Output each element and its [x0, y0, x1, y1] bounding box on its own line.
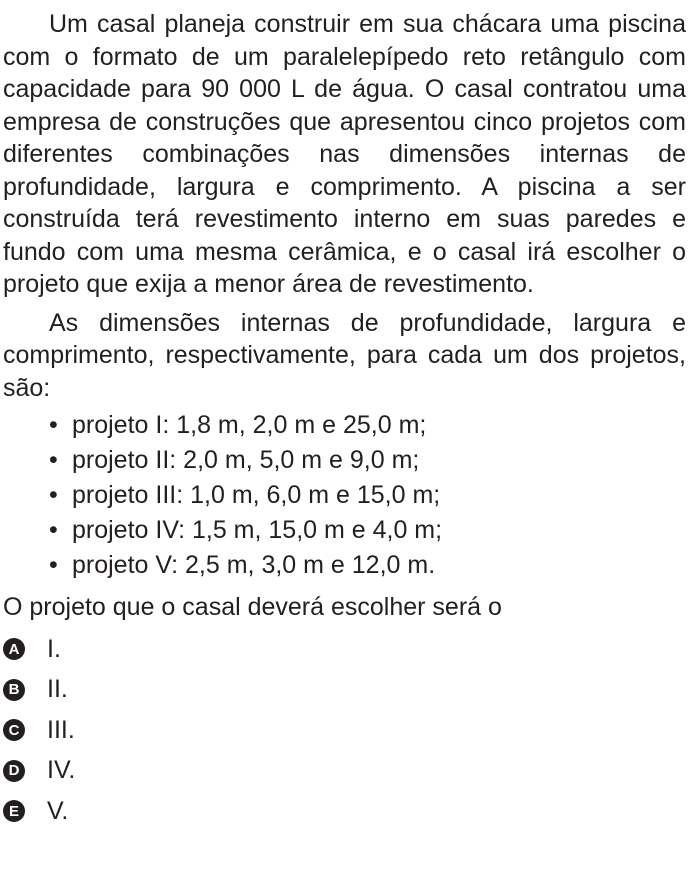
project-text: projeto V: 2,5 m, 3,0 m e 12,0 m. — [72, 551, 436, 579]
option-b[interactable] — [3, 670, 686, 711]
project-item-1 — [49, 408, 686, 443]
option-letter-icon: C — [3, 719, 25, 741]
option-text: V. — [47, 796, 69, 825]
project-text: projeto IV: 1,5 m, 15,0 m e 4,0 m; — [72, 516, 443, 544]
bullet-icon: • — [49, 516, 58, 544]
question-stem: O projeto que o casal deverá escolher será o — [3, 593, 502, 621]
project-text: projeto II: 2,0 m, 5,0 m e 9,0 m; — [72, 446, 420, 474]
project-list — [3, 408, 686, 583]
option-text: I. — [47, 634, 61, 663]
option-letter-icon: D — [3, 760, 25, 782]
project-item-5 — [49, 548, 686, 583]
option-text: II. — [47, 675, 68, 704]
bullet-icon: • — [49, 481, 58, 509]
option-text: IV. — [47, 756, 76, 785]
option-letter-icon: E — [3, 800, 25, 822]
option-letter-icon: A — [3, 638, 25, 660]
answer-options — [3, 629, 686, 832]
option-c[interactable] — [3, 710, 686, 751]
option-a[interactable] — [3, 629, 686, 670]
bullet-icon: • — [49, 551, 58, 579]
project-item-3 — [49, 478, 686, 513]
project-item-2 — [49, 443, 686, 478]
bullet-icon: • — [49, 446, 58, 474]
question-paragraph-2: As dimensões internas de profundidade, largura e comprimento, respectivamente, para cada um dos projetos, são: — [3, 308, 686, 402]
option-letter-icon: B — [3, 679, 25, 701]
option-text: III. — [47, 715, 75, 744]
bullet-icon: • — [49, 411, 58, 439]
project-text: projeto I: 1,8 m, 2,0 m e 25,0 m; — [72, 411, 427, 439]
option-e[interactable] — [3, 791, 686, 832]
option-d[interactable] — [3, 751, 686, 792]
question-paragraph-1: Um casal planeja construir em sua chácara uma piscina com o formato de um paralelepípedo reto retângulo com capacidade para 90 000 L de água. O casal contratou uma empresa de construções que apresentou cinco projetos com diferentes combinações nas dimensões internas de profundidade, largura e comprimento. A piscina a ser construída terá revestimento interno em suas paredes e fundo com uma mesma cerâmica, e o casal irá escolher o projeto que exija a menor área de revestimento. — [3, 10, 686, 298]
project-item-4 — [49, 513, 686, 548]
project-text: projeto III: 1,0 m, 6,0 m e 15,0 m; — [72, 481, 441, 509]
